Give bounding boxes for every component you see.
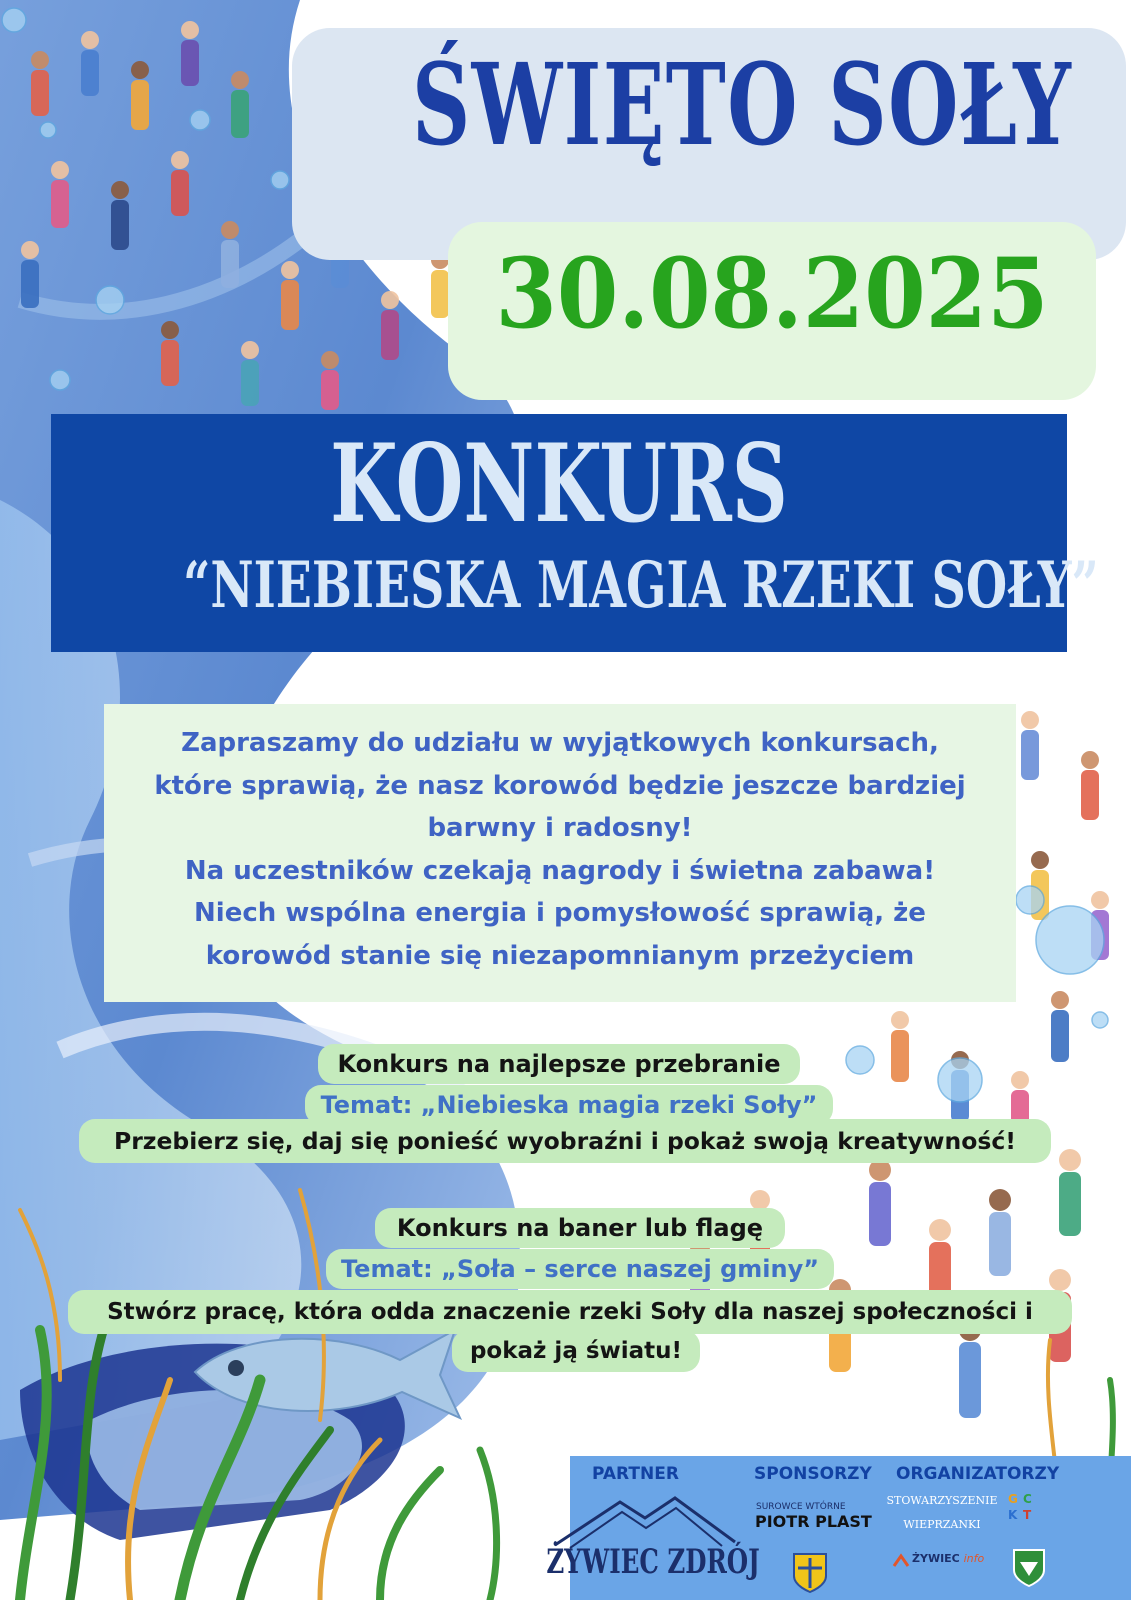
gckt-letter: K: [1008, 1508, 1018, 1522]
sponsor-tagline: SUROWCE WTÓRNE: [756, 1502, 846, 1512]
gckt-letter: T: [1023, 1508, 1032, 1522]
contest-1-name: Konkurs na najlepsze przebranie: [318, 1044, 800, 1084]
gckt-letter: G: [1008, 1492, 1018, 1506]
partner-heading: PARTNER: [592, 1464, 679, 1484]
gckt-letter: C: [1023, 1492, 1032, 1506]
contest-2-description-line-2: pokaż ją światu!: [452, 1330, 700, 1372]
event-date: 30.08.2025: [495, 237, 1049, 350]
contest-2-theme: Temat: „Soła – serce naszej gminy”: [326, 1249, 834, 1289]
intro-line: korowód stanie się niezapomnianym przeżyciem: [205, 940, 915, 971]
mountain-logo-icon: [550, 1490, 740, 1550]
organizer-association-line2: WIEPRZANKI: [903, 1518, 981, 1531]
sponsor-name: PIOTR PLAST: [755, 1512, 872, 1531]
gckt-logo: [1008, 1492, 1036, 1530]
banner-subtitle: “NIEBIESKA MAGIA RZEKI SOŁY”: [183, 548, 1099, 623]
zywiec-info-name: ŻYWIEC: [912, 1552, 960, 1565]
coat-of-arms-icon: [792, 1552, 828, 1594]
organizer-zywiec-info: [912, 1552, 984, 1565]
organizer-association-line1: STOWARZYSZENIE: [886, 1494, 998, 1507]
zywiec-info-icon: [892, 1552, 910, 1570]
contest-2-name: Konkurs na baner lub flagę: [375, 1208, 785, 1248]
intro-line: Zapraszamy do udziału w wyjątkowych konkursach,: [181, 728, 939, 758]
municipality-crest-icon: [1012, 1548, 1046, 1588]
partner-logo: ŻYWIEC ZDRÓJ: [546, 1542, 760, 1582]
zywiec-info-suffix: info: [963, 1552, 985, 1565]
contest-1-theme: Temat: „Niebieska magia rzeki Soły”: [305, 1085, 833, 1125]
contest-1-description: Przebierz się, daj się ponieść wyobraźni i pokaż swoją kreatywność!: [79, 1119, 1051, 1163]
sponsors-heading: SPONSORZY: [754, 1464, 872, 1484]
intro-line: Niech wspólna energia i pomysłowość sprawią, że: [194, 898, 926, 928]
contest-2-description-line-1: Stwórz pracę, która odda znaczenie rzeki Soły dla naszej społeczności i: [68, 1290, 1072, 1334]
intro-line: barwny i radosny!: [427, 813, 693, 843]
footer-logos: [546, 1456, 1131, 1600]
banner-title: KONKURS: [330, 421, 788, 547]
intro-line: które sprawią, że nasz korowód będzie jeszcze bardziej: [154, 770, 966, 801]
intro-line: Na uczestników czekają nagrody i świetna zabawa!: [184, 855, 936, 886]
event-title: ŚWIĘTO SOŁY: [412, 40, 1073, 171]
intro-box: [104, 704, 1016, 1002]
organizers-heading: ORGANIZATORZY: [896, 1464, 1060, 1484]
